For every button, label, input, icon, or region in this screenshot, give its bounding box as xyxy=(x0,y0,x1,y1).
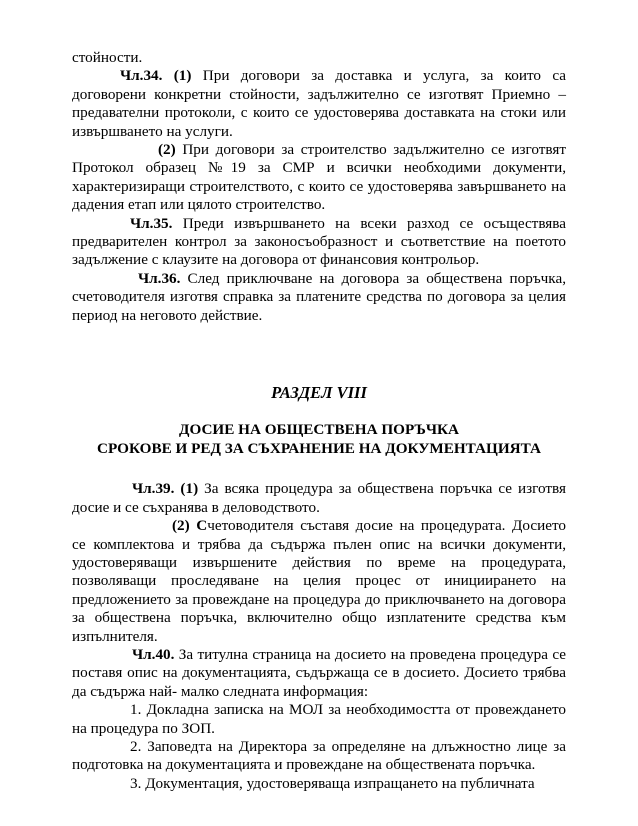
article-39-paragraph-2 xyxy=(72,517,566,646)
list-item-2: 2. Заповедта на Директора за определяне на длъжностно лице за подготовка на документацията и провеждане на обществената поръчка. xyxy=(72,737,566,774)
article-36-text: След приключване на договора за обществена поръчка, счетоводителя изготвя справка за платените средства по договора за целия период на неговото действие. xyxy=(72,269,566,324)
section-heading-line-2: СРОКОВЕ И РЕД ЗА СЪХРАНЕНИЕ НА ДОКУМЕНТАЦИЯТА xyxy=(97,439,541,457)
list-item-1: 1. Докладна записка на МОЛ за необходимостта от провеждането на процедура по ЗОП. xyxy=(72,701,566,737)
article-39-2-label: (2) С xyxy=(172,517,208,535)
article-40-text: За титулна страница на досието на проведена процедура се поставя опис на документацията, съдържаща се в досието. Досието трябва да съдържа най- малко следната информация: xyxy=(72,645,566,700)
article-39-2-text: четоводителя съставя досие на процедурата. Досието се комплектова и трябва да съдържа пълен опис на всички документи, удостоверяващи извършените действия по време на процедурата, позволяващи проследяване на целия процес от инициирането на предложението за провеждане на процедура до приключването на договора за обществена поръчка, включително общо изплатените средства към изпълнителя. xyxy=(72,517,566,645)
article-36-paragraph xyxy=(72,270,566,325)
article-39-paragraph-1 xyxy=(72,480,566,517)
article-34-2-text: При договори за строителство задължително се изготвят Протокол образец №19 за СМР и всички необходими документи, характеризиращи строителството, с които се удостоверява завършването на дадения етап или цялото строителство. xyxy=(72,141,566,214)
section-spacer xyxy=(72,325,566,377)
article-34-paragraph-2 xyxy=(72,141,566,215)
article-40-label: Чл.40. xyxy=(132,645,175,663)
article-34-1-text: При договори за доставка и услуга, за които са договорени конкретни стойности, задължително се изготвят Приемно – предавателни протоколи, с които се удостоверява доставката на стоки или извършването на услуги. xyxy=(72,67,566,140)
article-35-text: Преди извършването на всеки разход се осъществява предварителен контрол за законосъобразност и съответствие на поетото задължение с клаузите на договора от финансовия контрольор. xyxy=(72,214,566,269)
article-39-1-text: За всяка процедура за обществена поръчка се изготвя досие и се съхранява в деловодството. xyxy=(72,480,566,516)
article-40-paragraph xyxy=(72,646,566,701)
carry-over-text: стойности. xyxy=(72,49,143,66)
section-title: РАЗДЕЛ VIII xyxy=(271,383,367,403)
article-34-paragraph-1 xyxy=(72,67,566,141)
article-35-label: Чл.35. xyxy=(130,214,173,232)
document-page xyxy=(72,49,566,793)
article-39-label: Чл.39. (1) xyxy=(132,480,199,498)
article-35-paragraph xyxy=(72,215,566,270)
article-34-2-label: (2) xyxy=(158,141,176,159)
section-heading xyxy=(72,421,566,458)
list-item-3: 3. Документация, удостоверяваща изпращането на публичната xyxy=(130,774,535,792)
article-36-label: Чл.36. xyxy=(138,269,181,287)
article-34-label: Чл.34. (1) xyxy=(120,67,192,85)
section-heading-line-1: ДОСИЕ НА ОБЩЕСТВЕНА ПОРЪЧКА xyxy=(179,421,459,439)
